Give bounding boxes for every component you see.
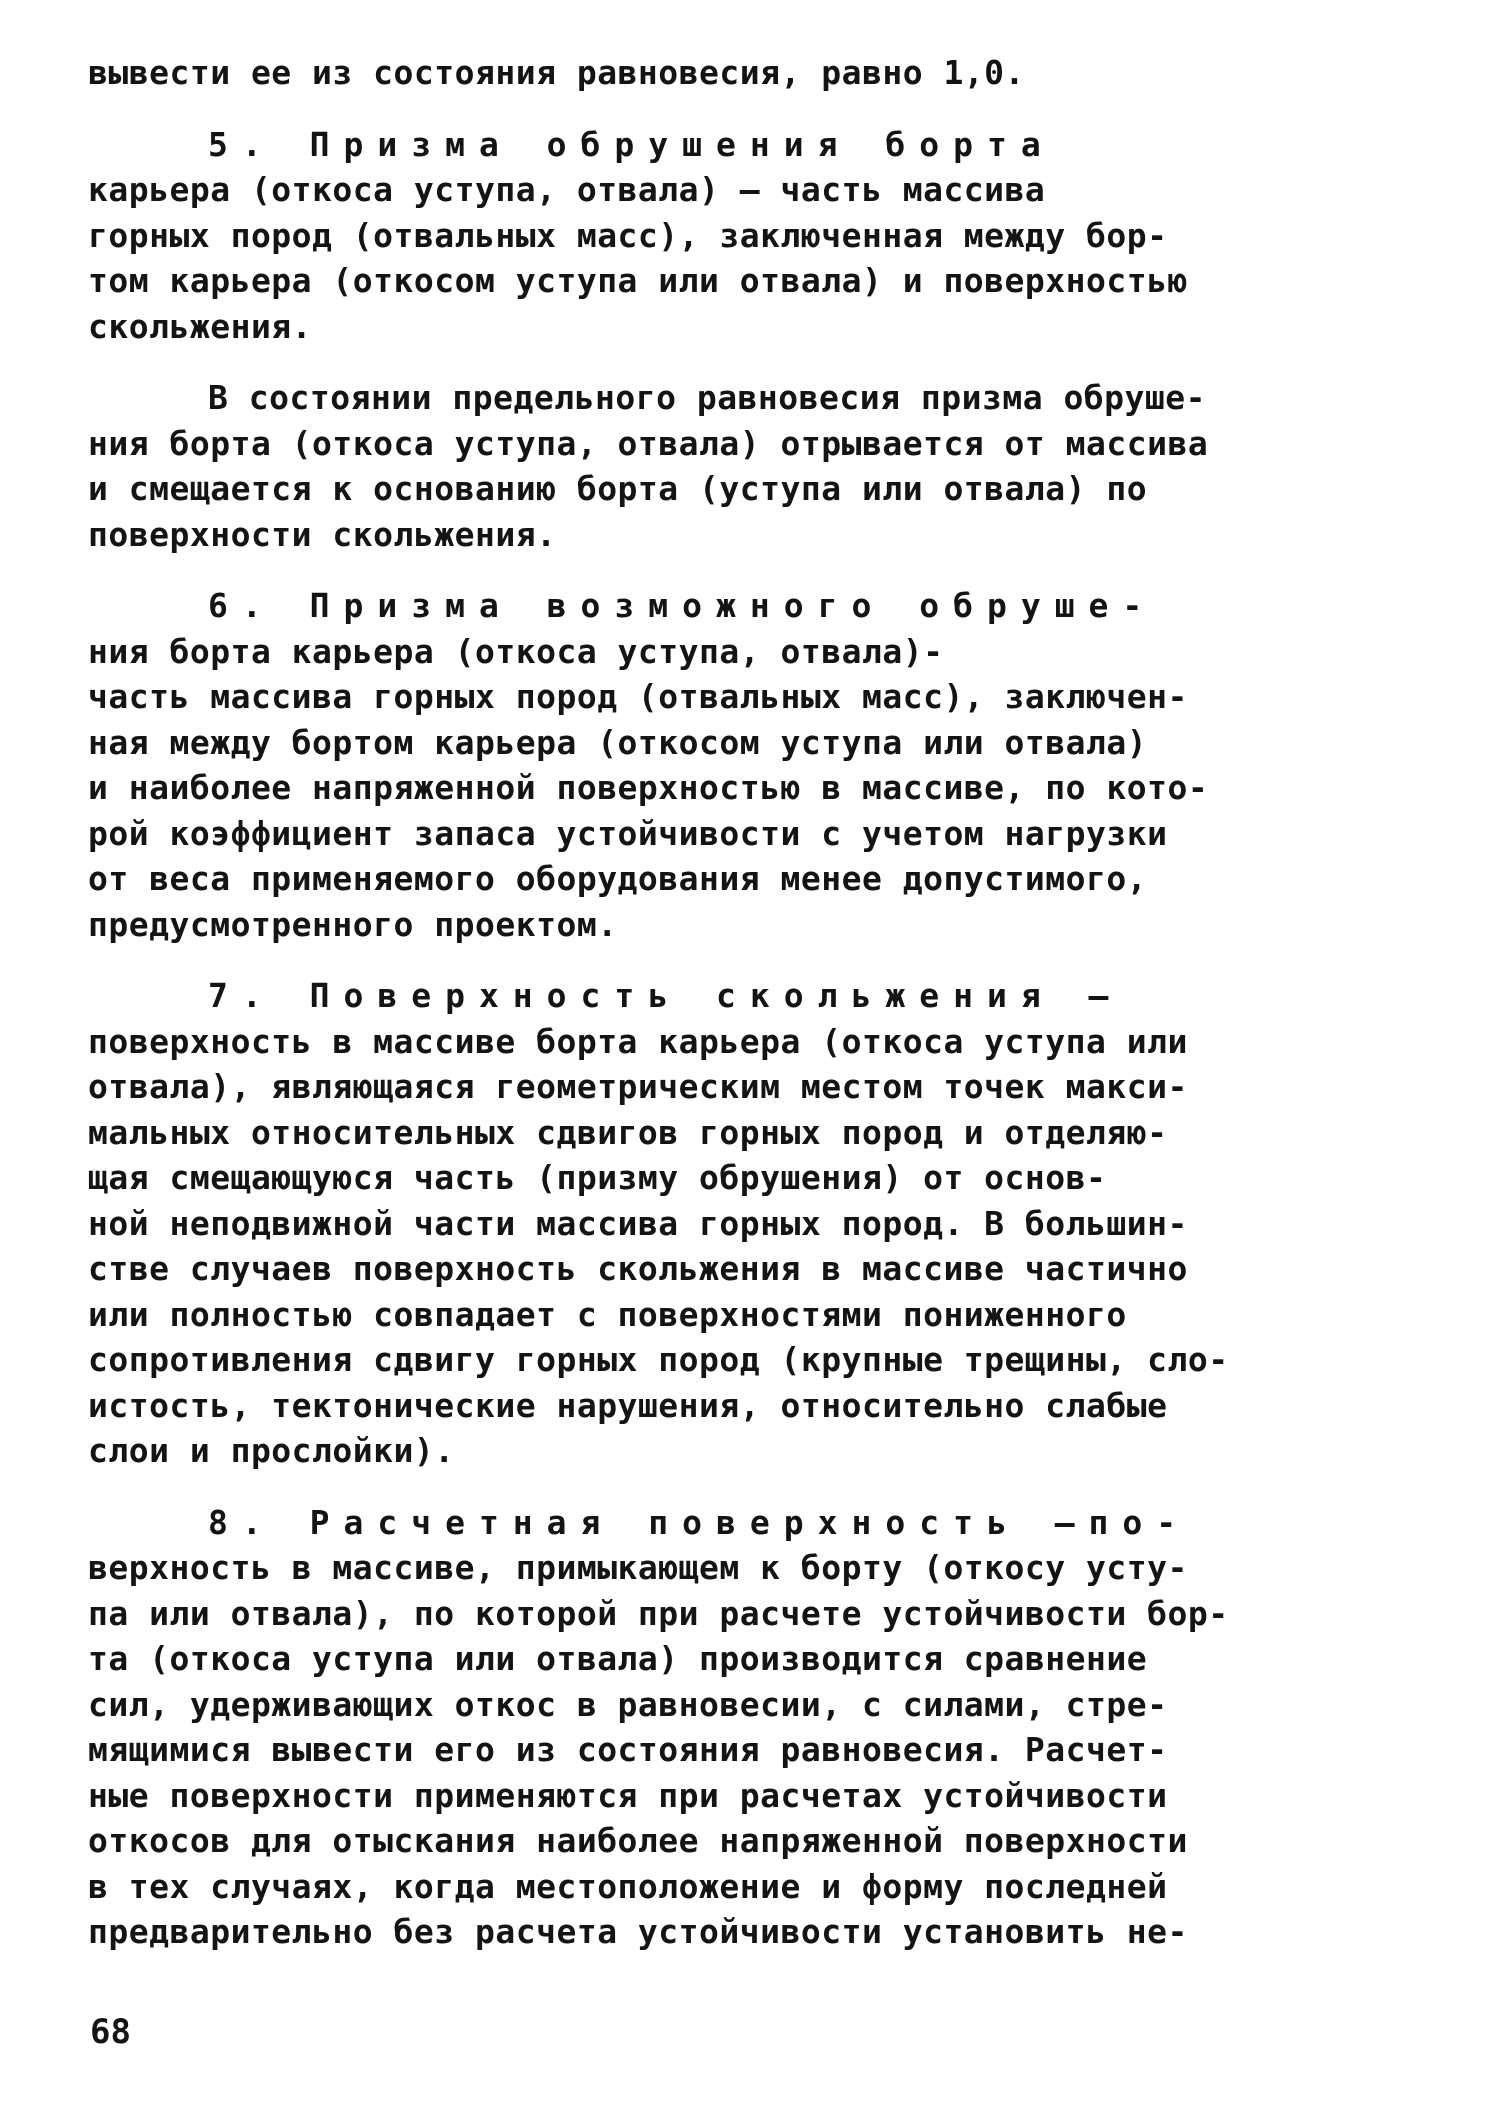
text-line: горных пород (отвальных масс), заключенная между бор-: [88, 215, 1168, 255]
text-line: от веса применяемого оборудования менее допустимого,: [88, 859, 1148, 898]
text-line: мящимися вывести его из состояния равновесия. Расчет-: [88, 1730, 1168, 1769]
paragraph-item-7: [88, 973, 1418, 1474]
text-line: сопротивления сдвигу горных пород (крупные трещины, сло-: [88, 1340, 1229, 1379]
term-heading: 6. Призма возможного обруше-: [208, 586, 1157, 625]
term-heading: 5. Призма обрушения борта: [208, 124, 1055, 164]
text-line: поверхности скольжения.: [88, 514, 557, 554]
text-line: предусмотренного проектом.: [88, 904, 618, 944]
paragraph-item-6: [88, 583, 1418, 947]
page-number: 68: [90, 2012, 131, 2052]
text-line: щая смещающуюся часть (призму обрушения) от основ-: [88, 1158, 1107, 1197]
text-line: истость, тектонические нарушения, относительно слабые: [88, 1385, 1168, 1425]
text-line: В состоянии предельного равновесия призма обруше-: [208, 378, 1207, 417]
text-line: слои и прослойки).: [88, 1431, 455, 1470]
text-line: предварительно без расчета устойчивости установить не-: [88, 1912, 1188, 1951]
text-line: верхность в массиве, примыкающем к борту (откосу усту-: [88, 1548, 1188, 1587]
paragraph-item-5-explanation: [88, 375, 1418, 557]
text-line: ния борта карьера (откоса уступа, отвала)-: [88, 631, 944, 671]
text-line: откосов для отыскания наиболее напряженной поверхности: [88, 1821, 1188, 1860]
text-line: ная между бортом карьера (откосом уступа или отвала): [88, 722, 1148, 762]
text-line: и смещается к основанию борта (уступа или отвала) по: [88, 469, 1148, 508]
text-line: поверхность в массиве борта карьера (откоса уступа или: [88, 1021, 1188, 1061]
text-line: стве случаев поверхность скольжения в массиве частично: [88, 1249, 1188, 1288]
paragraph-continuation: [88, 50, 1418, 96]
text-line: ной неподвижной части массива горных пород. В большин-: [88, 1203, 1188, 1243]
text-line: вывести ее из состояния равновесия, равно 1,0.: [88, 53, 1025, 92]
text-line: ные поверхности применяются при расчетах устойчивости: [88, 1775, 1168, 1815]
text-line: ния борта (откоса уступа, отвала) отрывается от массива: [88, 423, 1209, 463]
text-line: карьера (откоса уступа, отвала) – часть массива: [88, 170, 1046, 209]
text-line: отвала), являющаяся геометрическим местом точек макси-: [88, 1067, 1188, 1106]
text-line: часть массива горных пород (отвальных масс), заключен-: [88, 677, 1188, 716]
text-line: или полностью совпадает с поверхностями пониженного: [88, 1294, 1127, 1334]
text-line: в тех случаях, когда местоположение и форму последней: [88, 1866, 1168, 1906]
term-heading: 8. Расчетная поверхность –по-: [208, 1502, 1191, 1542]
text-line: и наиболее напряженной поверхностью в массиве, по кото-: [88, 768, 1209, 807]
paragraph-item-8: [88, 1500, 1418, 1955]
term-heading: 7. Поверхность скольжения –: [208, 976, 1123, 1015]
text-body: [88, 50, 1418, 1955]
text-line: скольжения.: [88, 306, 313, 346]
text-line: мальных относительных сдвигов горных пород и отделяю-: [88, 1112, 1168, 1152]
text-line: сил, удерживающих откос в равновесии, с силами, стре-: [88, 1684, 1168, 1724]
text-line: том карьера (откосом уступа или отвала) и поверхностью: [88, 261, 1188, 300]
text-line: рой коэффициент запаса устойчивости с учетом нагрузки: [88, 813, 1168, 853]
text-line: па или отвала), по которой при расчете устойчивости бор-: [88, 1593, 1229, 1633]
text-line: та (откоса уступа или отвала) производится сравнение: [88, 1639, 1148, 1678]
paragraph-item-5: [88, 122, 1418, 350]
